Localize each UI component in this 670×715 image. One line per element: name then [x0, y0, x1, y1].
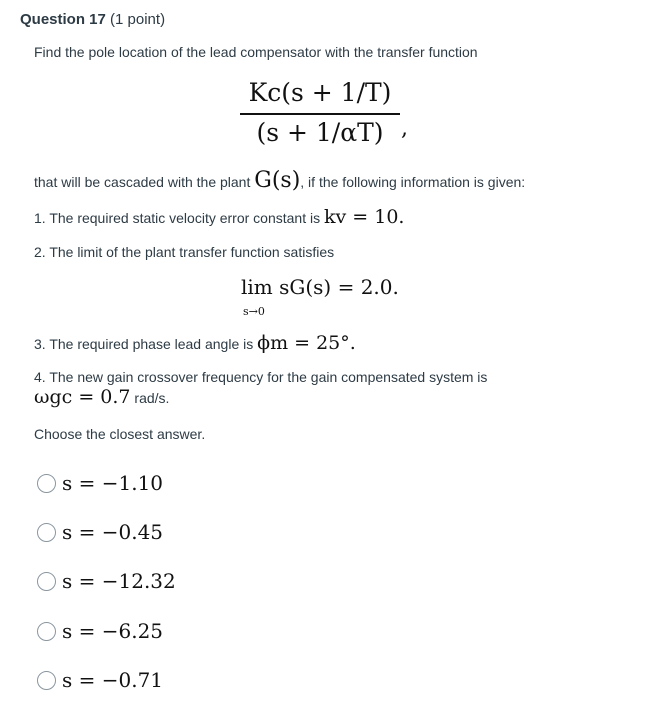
- radio-button[interactable]: [37, 474, 56, 493]
- answer-option[interactable]: [37, 471, 163, 495]
- radio-button[interactable]: [37, 622, 56, 641]
- item-1: [34, 204, 404, 231]
- choose-instruction: Choose the closest answer.: [34, 426, 206, 442]
- item-4-unit: rad/s.: [134, 390, 170, 406]
- transfer-function: [240, 78, 400, 148]
- item-4-line-2: [34, 384, 169, 411]
- plant-line: [34, 168, 525, 195]
- item-1-text: 1. The required static velocity error constant is: [34, 210, 321, 226]
- answer-option[interactable]: [37, 520, 163, 544]
- item-3: [34, 330, 356, 357]
- limit-expression: lim sG(s) = 2.0.: [241, 275, 399, 299]
- radio-button[interactable]: [37, 572, 56, 591]
- question-points: (1 point): [110, 11, 166, 28]
- option-label[interactable]: s = −12.32: [62, 569, 176, 593]
- radio-button[interactable]: [37, 523, 56, 542]
- item-3-math: ϕm = 25°.: [257, 332, 356, 354]
- tf-denominator: (s + 1/αT): [256, 117, 384, 147]
- answer-option[interactable]: [37, 668, 163, 692]
- question-number: Question 17: [20, 11, 106, 28]
- question-title: [20, 11, 165, 28]
- answer-option[interactable]: [37, 569, 176, 593]
- option-label[interactable]: s = −0.45: [62, 520, 164, 544]
- plant-text-2: , if the following information is given:: [300, 174, 526, 190]
- fraction-bar: [240, 113, 400, 115]
- option-label[interactable]: s = −1.10: [62, 471, 164, 495]
- item-1-math: kv = 10.: [323, 206, 405, 228]
- plant-text-1: that will be cascaded with the plant: [34, 174, 251, 190]
- item-4-line-1: 4. The new gain crossover frequency for the gain compensated system is: [34, 369, 488, 385]
- tf-numerator: Kc(s + 1/T): [248, 78, 392, 107]
- answer-option[interactable]: [37, 619, 163, 643]
- question-intro: Find the pole location of the lead compensator with the transfer function: [34, 44, 478, 60]
- option-label[interactable]: s = −0.71: [62, 668, 164, 692]
- radio-button[interactable]: [37, 671, 56, 690]
- limit-subscript: s→0: [243, 305, 265, 318]
- item-2: 2. The limit of the plant transfer function satisfies: [34, 244, 335, 260]
- item-4-math: ωgc = 0.7: [34, 386, 131, 408]
- plant-math: G(s): [254, 168, 301, 193]
- item-3-text: 3. The required phase lead angle is: [34, 336, 254, 352]
- option-label[interactable]: s = −6.25: [62, 619, 164, 643]
- tf-comma: ,: [401, 116, 408, 141]
